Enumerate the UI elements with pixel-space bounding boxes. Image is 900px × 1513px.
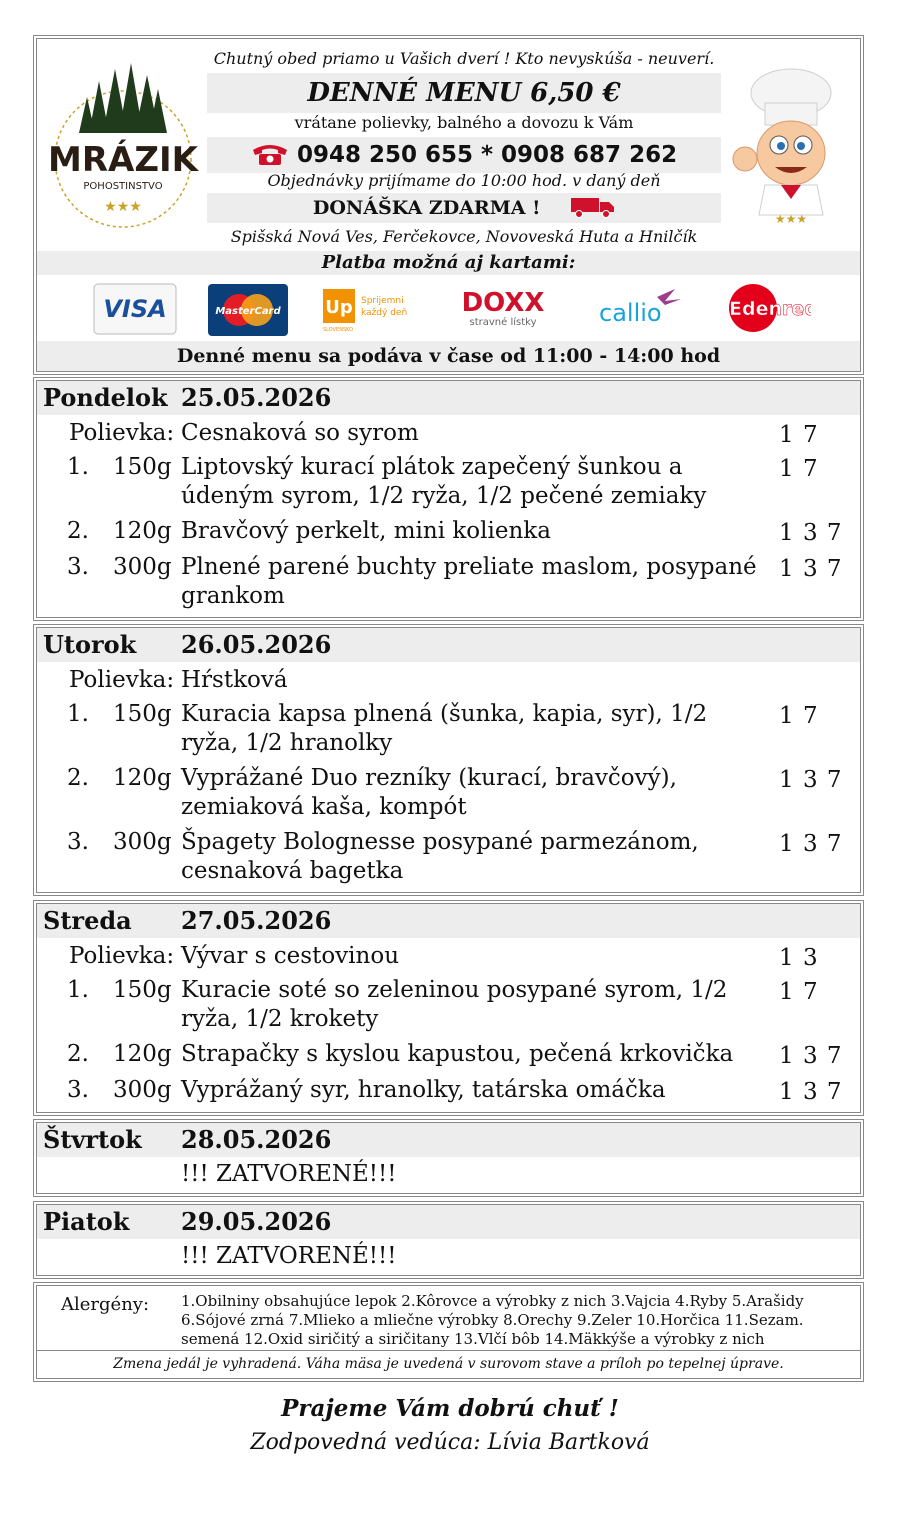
doxx-logo (453, 283, 553, 333)
meal-row (37, 976, 860, 1040)
allergen-codes: 1 3 7 (779, 556, 843, 582)
allergen-codes: 1 3 7 (779, 520, 843, 546)
day-name: Pondelok (43, 383, 168, 412)
up-logo (321, 283, 417, 333)
meal-weight: 300g (113, 829, 172, 855)
svg-text:VISA: VISA (103, 295, 167, 323)
order-deadline: Objednávky prijímame do 10:00 hod. v daný deň (267, 171, 661, 190)
allergens-label: Alergény: (61, 1294, 150, 1315)
menu-includes: vrátane polievky, balného a dovozu k Vám (294, 113, 634, 132)
soup-row (37, 666, 860, 700)
free-delivery (207, 193, 721, 223)
day-heading (37, 1123, 860, 1157)
allergen-codes: 1 3 7 (779, 1079, 843, 1105)
meal-weight: 120g (113, 765, 172, 791)
meal-number: 3. (67, 829, 89, 855)
responsible-manager: Zodpovedná vedúca: Lívia Bartková (250, 1430, 650, 1455)
soup-label: Polievka: (69, 420, 175, 446)
allergen-codes: 1 3 (779, 945, 819, 971)
meal-row (37, 553, 860, 611)
allergens-box (36, 1285, 861, 1379)
svg-text:DOXX: DOXX (461, 288, 545, 318)
allergen-codes: 1 7 (779, 456, 819, 482)
day-name: Piatok (43, 1207, 130, 1236)
svg-text:stravné lístky: stravné lístky (469, 317, 537, 328)
svg-text:SLOVENSKO: SLOVENSKO (323, 327, 354, 333)
soup-label: Polievka: (69, 667, 175, 693)
meal-weight: 300g (113, 1077, 172, 1103)
svg-text:Edenred: Edenred (729, 298, 811, 320)
allergen-codes: 1 3 7 (779, 767, 843, 793)
delivery-towns: Spišská Nová Ves, Ferčekovce, Novoveská Huta a Hnilčík (230, 227, 698, 246)
day-date: 28.05.2026 (181, 1125, 332, 1154)
meal-row (37, 1076, 860, 1110)
meal-description: Kuracia kapsa plnená (šunka, kapia, syr), 1/2 ryža, 1/2 hranolky (181, 701, 708, 756)
meal-weight: 120g (113, 1041, 172, 1067)
svg-text:MasterCard: MasterCard (215, 306, 281, 317)
day-heading (37, 904, 860, 938)
logo-stars: ★★★ (104, 199, 142, 215)
meal-weight: 300g (113, 554, 172, 580)
meal-row (37, 700, 860, 764)
soup-row (37, 942, 860, 976)
payment-heading: Platba možná aj kartami: (37, 251, 860, 275)
allergens-list: 1.Obilniny obsahujúce lepok 2.Kôrovce a výrobky z nich 3.Vajcia 4.Ryby 5.Arašidy 6.Sójové zrná 7.Mlieko a mliečne výrobky 8.Orechy 9.Zeler 10.Horčica 11.Sezam. semená 12.Oxid siričitý a siričitany 13.Vlčí bôb 14.Mäkkýše a výrobky z nich (181, 1292, 804, 1348)
day-block-thursday (36, 1122, 861, 1194)
meal-description: Plnené parené buchty preliate maslom, posypané grankom (181, 554, 757, 609)
meal-weight: 150g (113, 454, 172, 480)
menu-title: DENNÉ MENU 6,50 € (207, 73, 721, 113)
meal-weight: 150g (113, 701, 172, 727)
meal-description: Bravčový perkelt, mini kolienka (181, 518, 551, 544)
svg-text:Sprijemni: Sprijemni (361, 296, 404, 306)
truck-icon (571, 197, 615, 219)
day-heading (37, 1205, 860, 1239)
day-block-tuesday (36, 627, 861, 893)
meal-description: Liptovský kurací plátok zapečený šunkou a údeným syrom, 1/2 ryža, 1/2 pečené zemiaky (181, 454, 707, 509)
allergen-codes: 1 7 (779, 979, 819, 1005)
callio-logo (595, 283, 687, 333)
mastercard-logo (207, 283, 289, 337)
logo-wordmark: MRÁZIK (48, 140, 198, 180)
meal-weight: 150g (113, 977, 172, 1003)
meal-number: 1. (67, 454, 89, 480)
chef-stars: ★★★ (774, 212, 808, 226)
meal-row (37, 517, 860, 553)
day-block-friday (36, 1204, 861, 1276)
meal-description: Vyprážané Duo rezníky (kurací, bravčový), zemiaková kaša, kompót (181, 765, 677, 820)
day-name: Utorok (43, 630, 137, 659)
chef-mascot (725, 65, 849, 229)
phone-icon (251, 142, 297, 168)
day-heading (37, 628, 860, 662)
soup-name: Cesnaková so syrom (181, 420, 419, 446)
day-date: 26.05.2026 (181, 630, 332, 659)
day-date: 29.05.2026 (181, 1207, 332, 1236)
allergen-codes: 1 3 7 (779, 1043, 843, 1069)
closed-notice: !!! ZATVORENÉ!!! (181, 1243, 397, 1269)
svg-text:callio: callio (599, 299, 662, 327)
meal-number: 1. (67, 977, 89, 1003)
svg-text:každý deň: každý deň (361, 308, 408, 318)
meal-number: 3. (67, 554, 89, 580)
allergen-codes: 1 7 (779, 422, 819, 448)
day-block-wednesday (36, 903, 861, 1113)
meal-number: 2. (67, 1041, 89, 1067)
free-delivery-label: DONÁŠKA ZDARMA ! (312, 197, 541, 219)
payment-cards (37, 275, 860, 341)
meal-number: 2. (67, 765, 89, 791)
meal-number: 1. (67, 701, 89, 727)
meal-weight: 120g (113, 518, 172, 544)
phone-text: 0948 250 655 * 0908 687 262 (296, 142, 678, 168)
svg-text:Up: Up (325, 297, 353, 318)
meal-description: Vyprážaný syr, hranolky, tatárska omáčka (181, 1077, 666, 1103)
soup-name: Hŕstková (181, 667, 288, 693)
visa-logo (93, 283, 177, 335)
meal-description: Strapačky s kyslou kapustou, pečená krkovička (181, 1041, 734, 1067)
meal-number: 3. (67, 1077, 89, 1103)
allergen-codes: 1 3 7 (779, 831, 843, 857)
allergen-codes: 1 7 (779, 703, 819, 729)
meal-row (37, 828, 860, 892)
meal-row (37, 453, 860, 517)
day-name: Streda (43, 906, 132, 935)
meal-description: Špagety Bolognesse posypané parmezánom, cesnaková bagetka (181, 829, 699, 884)
meal-description: Kuracie soté so zeleninou posypané syrom, 1/2 ryža, 1/2 krokety (181, 977, 728, 1032)
day-heading (37, 381, 860, 415)
disclaimer-note: Zmena jedál je vyhradená. Váha mäsa je uvedená v surovom stave a príloh po tepelnej úprave. (37, 1350, 860, 1376)
closed-notice: !!! ZATVORENÉ!!! (181, 1161, 397, 1187)
tagline: Chutný obed priamo u Vašich dverí ! Kto nevyskúša - neuverí. (213, 49, 715, 68)
serving-hours: Denné menu sa podáva v čase od 11:00 - 14:00 hod (37, 341, 860, 371)
soup-label: Polievka: (69, 943, 175, 969)
meal-row (37, 764, 860, 828)
soup-name: Vývar s cestovinou (181, 943, 400, 969)
day-date: 27.05.2026 (181, 906, 332, 935)
menu-header (36, 38, 861, 372)
logo-subtitle: POHOSTINSTVO (83, 181, 163, 192)
day-name: Štvrtok (43, 1125, 142, 1154)
edenred-logo (725, 283, 811, 333)
mrazik-logo (43, 63, 203, 239)
phone-numbers (207, 137, 721, 173)
day-date: 25.05.2026 (181, 383, 332, 412)
closing-wish: Prajeme Vám dobrú chuť ! (281, 1395, 619, 1422)
day-block-monday (36, 380, 861, 618)
soup-row (37, 419, 860, 453)
meal-number: 2. (67, 518, 89, 544)
meal-row (37, 1040, 860, 1076)
